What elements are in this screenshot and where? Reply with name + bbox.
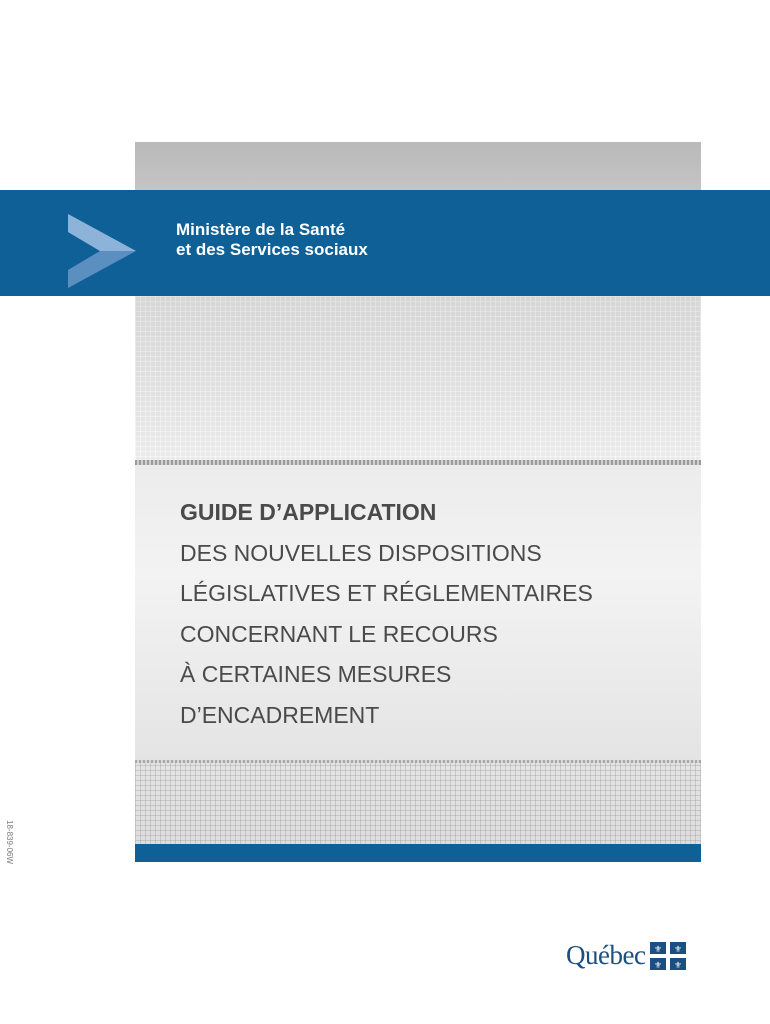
title-line-3: LÉGISLATIVES ET RÉGLEMENTAIRES (180, 580, 593, 606)
ministry-name-line1: Ministère de la Santé (176, 220, 346, 239)
quebec-flag-icon (650, 942, 686, 970)
divider-bottom (135, 760, 701, 763)
title-line-5: À CERTAINES MESURES (180, 661, 452, 687)
quebec-logo (566, 940, 686, 971)
svg-text:⚜: ⚜ (654, 960, 663, 970)
grid-pattern-top-shade (135, 296, 701, 462)
bottom-band (135, 844, 701, 862)
quebec-logo-text: Québec (566, 940, 646, 970)
svg-text:⚜: ⚜ (674, 944, 683, 955)
svg-text:⚜: ⚜ (654, 944, 663, 955)
publication-code: 18-839-06W (5, 820, 14, 865)
title-line-2: DES NOUVELLES DISPOSITIONS (180, 539, 542, 566)
divider-top (135, 460, 701, 465)
svg-text:⚜: ⚜ (674, 960, 683, 970)
ministry-name (176, 220, 368, 260)
grid-pattern-bottom (135, 760, 701, 844)
title-line-4: CONCERNANT LE RECOURS (180, 620, 498, 647)
chevron-logo-icon (66, 214, 136, 288)
title-line-6: D’ENCADREMENT (180, 701, 380, 728)
title-line-1: GUIDE D’APPLICATION (180, 499, 437, 525)
document-title (180, 492, 680, 735)
ministry-name-line2: et des Services sociaux (176, 240, 368, 259)
